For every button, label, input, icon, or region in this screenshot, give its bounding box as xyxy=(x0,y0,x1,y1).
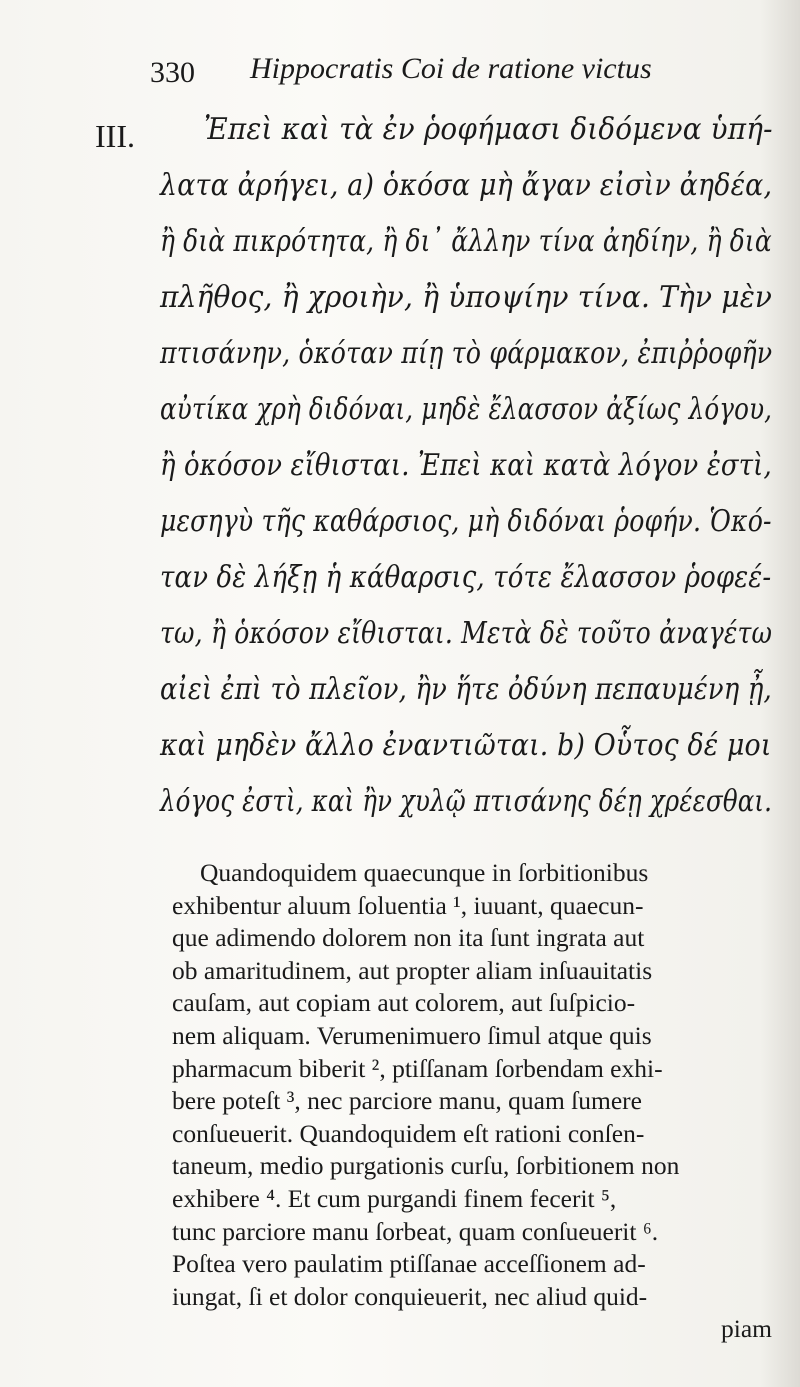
latin-line: taneum, medio purgationis curſu, ſorbitionem non xyxy=(172,1151,680,1181)
greek-line: λατα ἀρήγει, a) ὁκόσα μὴ ἄγαν εἰσὶν ἀηδέα, xyxy=(160,168,773,203)
greek-line: ἢ διὰ πικρότητα, ἢ δι᾽ ἄλλην τίνα ἀηδίην, ἢ διὰ xyxy=(160,224,772,259)
running-title: Hippocratis Coi de ratione victus xyxy=(250,52,652,85)
latin-line: conſueuerit. Quandoquidem eſt rationi conſen- xyxy=(172,1118,645,1148)
latin-line: pharmacum biberit ², ptiſſanam ſorbendam exhi- xyxy=(172,1053,663,1083)
latin-line: tunc parciore manu ſorbeat, quam conſueuerit ⁶. xyxy=(172,1216,659,1246)
latin-line: Quandoquidem quaecunque in ſorbitionibus xyxy=(200,858,649,887)
latin-line: cauſam, aut copiam aut colorem, aut ſuſpicio- xyxy=(172,988,636,1018)
greek-line: ἢ ὁκόσον εἴθισται. Ἐπεὶ καὶ κατὰ λόγον ἐστὶ, xyxy=(160,448,772,483)
greek-line: πλῆθος, ἢ χροιὴν, ἢ ὑποψίην τίνα. Τὴν μὲν xyxy=(160,280,773,315)
latin-line: exhibentur aluum ſoluentia ¹, iuuant, quaecun- xyxy=(172,890,644,920)
latin-line: bere poteſt ³, nec parciore manu, quam ſumere xyxy=(172,1086,642,1116)
latin-line: ob amaritudinem, aut propter aliam inſuauitatis xyxy=(172,955,653,985)
greek-line: μεσηγὺ τῆς καθάρσιος, μὴ διδόναι ῥοφήν. Ὁκό- xyxy=(160,504,772,539)
greek-line: λόγος ἐστὶ, καὶ ἢν χυλῷ πτισάνης δέῃ χρέεσθαι. xyxy=(160,784,773,819)
section-number: III. xyxy=(95,118,135,154)
latin-line: piam xyxy=(721,1314,772,1344)
latin-text-block xyxy=(172,857,774,1346)
greek-line: αἰεὶ ἐπὶ τὸ πλεῖον, ἢν ἥτε ὀδύνη πεπαυμένη ᾖ, xyxy=(160,672,772,707)
greek-line: καὶ μηδὲν ἄλλο ἐναντιῶται. b) Οὗτος δέ μοι xyxy=(160,728,772,763)
latin-line: exhibere ⁴. Et cum purgandi finem fecerit ⁵, xyxy=(172,1183,617,1213)
latin-line: iungat, ſi et dolor conquieuerit, nec aliud quid- xyxy=(172,1281,648,1311)
greek-line: αὐτίκα χρὴ διδόναι, μηδὲ ἔλασσον ἀξίως λόγου, xyxy=(160,392,773,427)
latin-line: nem aliquam. Verumenimuero ſimul atque quis xyxy=(172,1020,652,1050)
greek-line: Ἐπεὶ καὶ τὰ ἐν ῥοφήμασι διδόμενα ὑπή- xyxy=(204,112,773,147)
greek-line: πτισάνην, ὁκόταν πίῃ τὸ φάρμακον, ἐπιῤῥοφῆν xyxy=(160,336,773,371)
greek-text-block xyxy=(160,102,772,830)
page-header xyxy=(150,52,710,96)
latin-line: que adimendo dolorem non ita ſunt ingrata aut xyxy=(172,923,645,953)
greek-line: τω, ἢ ὁκόσον εἴθισται. Μετὰ δὲ τοῦτο ἀναγέτω xyxy=(160,616,773,651)
page-number: 330 xyxy=(150,56,195,89)
latin-line: Poſtea vero paulatim ptiſſanae acceſſionem ad- xyxy=(172,1249,646,1279)
greek-line: ταν δὲ λήξῃ ἡ κάθαρσις, τότε ἔλασσον ῥοφεέ- xyxy=(160,560,772,595)
